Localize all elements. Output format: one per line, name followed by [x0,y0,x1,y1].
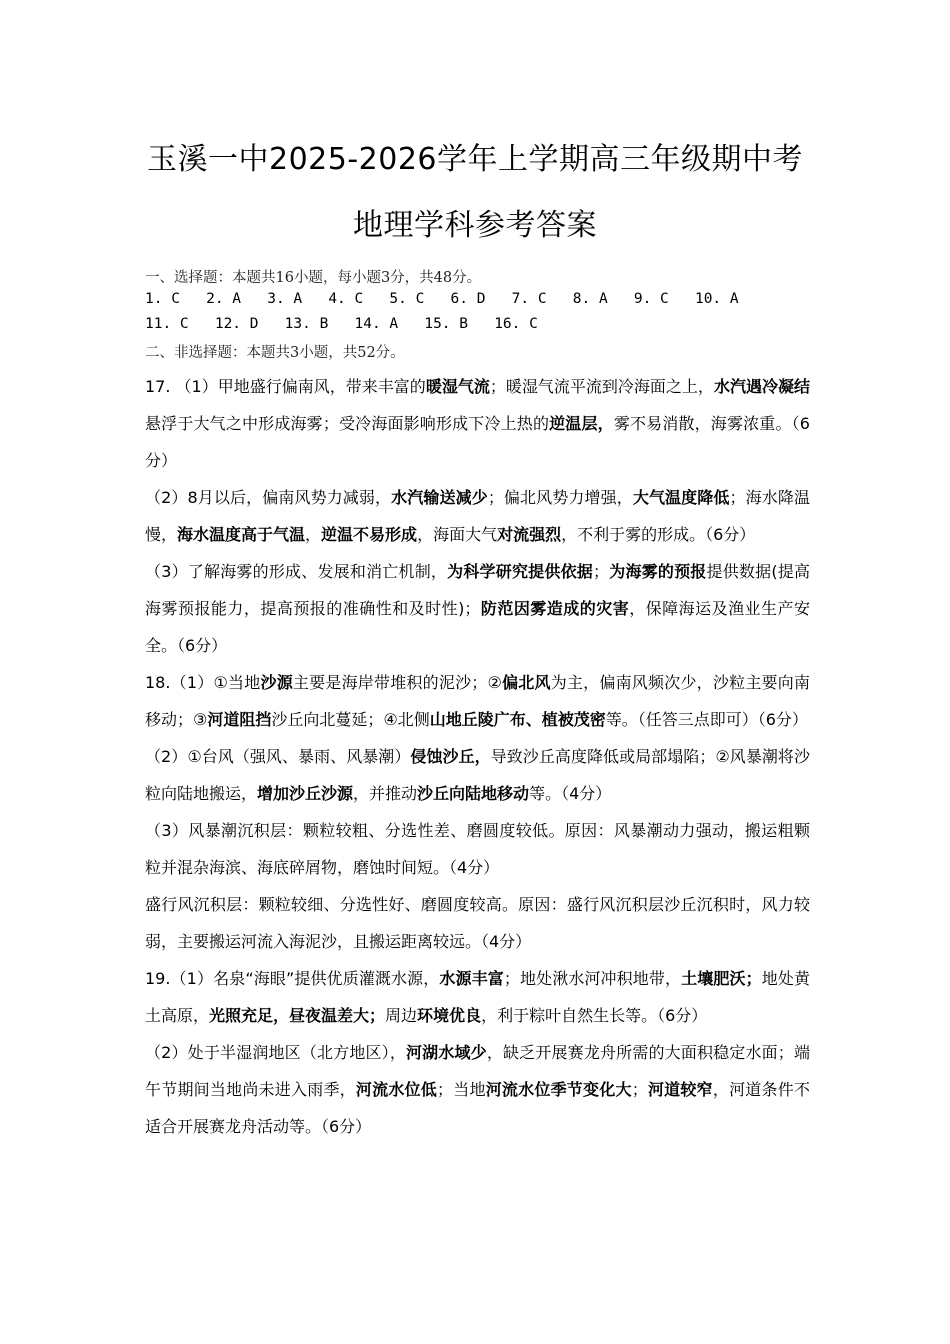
text-run: ； [631,1080,648,1099]
page-title-line1: 玉溪一中2025-2026学年上学期高三年级期中考 [146,142,804,177]
key-point: 山地丘陵广布、植被茂密 [429,710,606,729]
text-run: 地处黄土高原， [145,969,810,1025]
text-run: 悬浮于大气之中形成海雾；受冷海面影响形成下冷上热的 [145,414,550,433]
text-run: 17. （1）甲地盛行偏南风，带来丰富的 [145,377,426,396]
q18-part3-cont: 盛行风沉积层：颗粒较细、分选性好、磨圆度较高。原因：盛行风沉积层沙丘沉积时，风力较弱，主要搬运河流入海泥沙，且搬运距离较远。（4分） [145,895,810,951]
section2-heading: 二、非选择题：本题共3小题，共52分。 [145,345,405,361]
text-run: 19.（1）名泉“海眼”提供优质灌溉水源， [145,969,440,988]
q17-part1 [145,368,810,479]
text-run: （3）了解海雾的形成、发展和消亡机制， [145,562,448,581]
text-run: ，河道条件不适合开展赛龙舟活动等。（6分） [145,1080,810,1136]
answers-body [145,368,810,1145]
section1-heading: 一、选择题：本题共16小题，每小题3分，共48分。 [145,270,482,286]
key-point: 河流水位低 [355,1080,438,1099]
text-run: （2）①台风（强风、暴雨、风暴潮） [145,747,411,766]
key-point: 沙源 [260,673,293,692]
text-run: 周边 [385,1006,418,1025]
key-point: 河道较窄 [647,1080,713,1099]
text-run: ；当地 [437,1080,486,1099]
key-point: 沙丘向陆地移动 [417,784,530,803]
text-run: ；地处湫水河冲积地带， [503,969,682,988]
key-point: 逆温层， [549,414,614,433]
q18-part2 [145,738,810,812]
text-run: ，不利于雾的形成。（6分） [561,525,756,544]
key-point: 大气温度降低 [632,488,730,507]
key-point: 土壤肥沃； [681,969,762,988]
mc-answers-row1: 1. C 2. A 3. A 4. C 5. C 6. D 7. C 8. A 9. C 10. A [145,291,739,307]
text-run: ，并推动 [353,784,418,803]
q19-part2 [145,1034,810,1145]
key-point: 对流强烈 [497,525,562,544]
key-point: 水汽遇冷凝结 [713,377,810,396]
q17-part3 [145,553,810,664]
text-run: 沙丘向北蔓延；④北侧 [271,710,430,729]
text-run: ；偏北风势力增强， [487,488,633,507]
page-title-line2: 地理学科参考答案 [353,208,597,243]
key-point: 为科学研究提供依据 [447,562,594,581]
key-point: 逆温不易形成 [321,525,418,544]
text-run: ； [593,562,610,581]
text-run: （2）处于半湿润地区（北方地区）， [145,1043,406,1062]
text-run: 雾不易消散，海雾浓重。（6分） [145,414,810,470]
text-run: ；暖湿气流平流到冷海面之上， [489,377,714,396]
text-run: 导致沙丘高度降低或局部塌陷；②风暴潮将沙粒向陆地搬运， [145,747,810,803]
key-point: 为海雾的预报 [609,562,707,581]
text-run: ；海水降温慢， [145,488,810,544]
key-point: 海水温度高于气温 [177,525,306,544]
key-point: 侵蚀沙丘， [410,747,491,766]
q17-part2 [145,479,810,553]
text-run: 为主，偏南风频次少，沙粒主要向南移动；③ [145,673,810,729]
key-point: 河湖水域少 [406,1043,487,1062]
key-point: 河流水位季节变化大 [485,1080,632,1099]
key-point: 水源丰富 [439,969,504,988]
key-point: 偏北风 [502,673,551,692]
text-run: 等。（4分） [529,784,612,803]
key-point: 暖湿气流 [425,377,490,396]
q19-part1 [145,960,810,1034]
text-run: 等。（任答三点即可）（6分） [605,710,808,729]
text-run: 主要是海岸带堆积的泥沙；② [292,673,503,692]
q18-part1 [145,664,810,738]
text-run: ，利于粽叶自然生长等。（6分） [481,1006,708,1025]
text-run: ，海面大气 [417,525,498,544]
text-run: 提供数据(提高海雾预报能力，提高预报的准确性和及时性)； [145,562,810,618]
text-run: ， [305,525,322,544]
key-point: 增加沙丘沙源 [257,784,354,803]
text-run: ，保障海运及渔业生产安全。（6分） [145,599,810,655]
key-point: 光照充足，昼夜温差大； [209,1006,386,1025]
key-point: 水汽输送减少 [391,488,488,507]
key-point: 环境优良 [417,1006,482,1025]
mc-answers-row2: 11. C 12. D 13. B 14. A 15. B 16. C [145,316,538,332]
text-run: ，缺乏开展赛龙舟所需的大面积稳定水面；端午节期间当地尚未进入雨季， [145,1043,810,1099]
text-run: （2）8月以后，偏南风势力减弱， [145,488,392,507]
text-run: 18.（1）①当地 [145,673,261,692]
q18-part3: （3）风暴潮沉积层：颗粒较粗、分选性差、磨圆度较低。原因：风暴潮动力强动，搬运粗颗粒并混杂海滨、海底碎屑物，磨蚀时间短。（4分） [145,821,810,877]
key-point: 防范因雾造成的灾害 [480,599,630,618]
key-point: 河道阻挡 [207,710,272,729]
